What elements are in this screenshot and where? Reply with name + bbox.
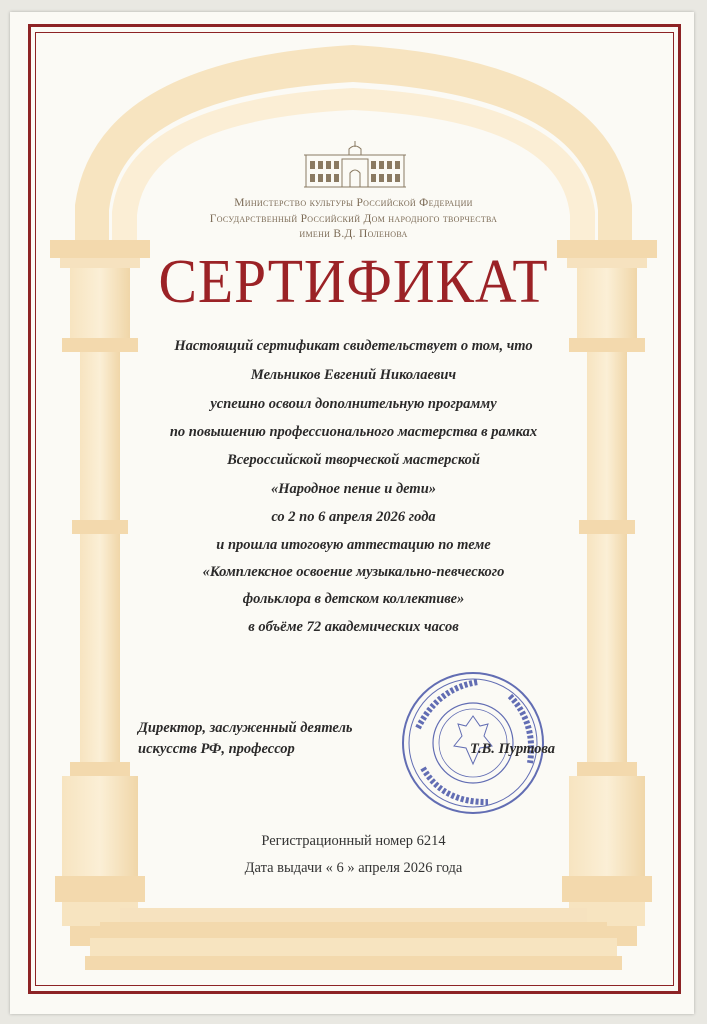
topic-line: фольклора в детском коллективе»: [242, 591, 465, 607]
topic-line: «Комплексное освоение музыкально-певческого: [202, 564, 505, 580]
signer-name: Т.В. Пуртова: [470, 741, 556, 757]
dates-line: со 2 по 6 апреля 2026 года: [271, 509, 436, 525]
director-title-2: искусств РФ, профессор: [138, 741, 295, 757]
director-title: Директор, заслуженный деятель: [138, 720, 353, 736]
body-line: успешно освоил дополнительную программу: [210, 396, 497, 412]
body-line: Всероссийской творческой мастерской: [227, 452, 480, 468]
issue-date: Дата выдачи « 6 » апреля 2026 года: [244, 860, 463, 876]
institution-name: Государственный Российский Дом народного творчества: [209, 213, 498, 225]
body-line: и прошла итоговую аттестацию по теме: [216, 537, 491, 553]
institution-name-suffix: имени В.Д. Поленова: [299, 228, 408, 240]
certificate-title: СЕРТИФИКАТ: [158, 248, 549, 316]
building-logo-icon: [300, 137, 410, 191]
body-line: Настоящий сертификат свидетельствует о том, что: [174, 338, 533, 354]
workshop-title: «Народное пение и дети»: [270, 481, 437, 497]
registration-number: Регистрационный номер 6214: [261, 833, 446, 849]
body-line: по повышению профессионального мастерства в рамках: [169, 424, 538, 440]
recipient-name: Мельников Евгений Николаевич: [250, 367, 457, 383]
hours-line: в объёме 72 академических часов: [248, 619, 459, 635]
ministry-name: Министерство культуры Российской Федерации: [234, 197, 473, 209]
